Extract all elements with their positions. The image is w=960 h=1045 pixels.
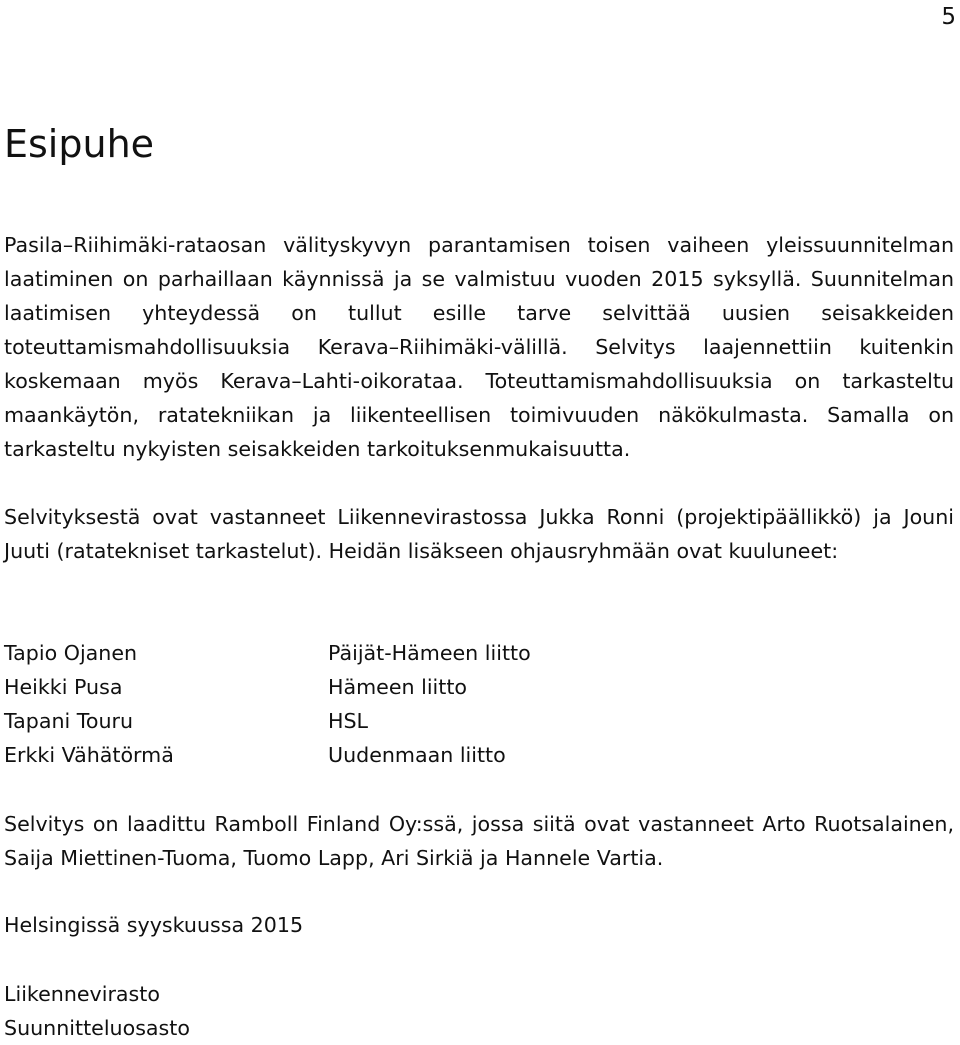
member-row xyxy=(4,704,904,738)
member-row xyxy=(4,636,904,670)
consultant-paragraph: Selvitys on laadittu Ramboll Finland Oy:ssä, jossa siitä ovat vastanneet Arto Ruotsalainen, Saija Miettinen-Tuoma, Tuomo Lapp, Ari Sirkiä ja Hannele Vartia. xyxy=(4,812,954,870)
signature-department: Suunnitteluosasto xyxy=(4,1016,190,1040)
signature-agency: Liikennevirasto xyxy=(4,982,160,1006)
member-name: Heikki Pusa xyxy=(4,675,123,699)
member-organization: Hämeen liitto xyxy=(328,675,468,699)
intro-paragraph: Pasila–Riihimäki-rataosan välityskyvyn parantamisen toisen vaiheen yleissuunnitelman laatiminen on parhaillaan käynnissä ja se valmistuu vuoden 2015 syksyllä. Suunnitelman laatimisen yhteydessä on tullut esille tarve selvittää uusien seisakkeiden toteuttamismahdollisuuksia Kerava–Riihimäki-välillä. Selvitys laajennettiin kuitenkin koskemaan myös Kerava–Lahti-oikorataa. Toteuttamismahdollisuuksia on tarkasteltu maankäytön, ratatekniikan ja liikenteellisen toimivuuden näkökulmasta. Samalla on tarkasteltu nykyisten seisakkeiden tarkoituksenmukaisuutta. xyxy=(4,233,954,461)
member-name: Tapani Touru xyxy=(4,709,134,733)
member-row xyxy=(4,738,904,772)
signature-block xyxy=(4,977,190,1045)
page-number: 5 xyxy=(941,4,956,30)
member-organization: Uudenmaan liitto xyxy=(328,743,506,767)
responsibility-paragraph: Selvityksestä ovat vastanneet Liikennevirastossa Jukka Ronni (projektipäällikkö) ja Jouni Juuti (ratatekniset tarkastelut). Heidän lisäkseen ohjausryhmään ovat kuuluneet: xyxy=(4,505,954,563)
member-name: Erkki Vähätörmä xyxy=(4,743,174,767)
member-name: Tapio Ojanen xyxy=(4,641,138,665)
page-title: Esipuhe xyxy=(4,122,155,166)
member-row xyxy=(4,670,904,704)
steering-group-list xyxy=(4,636,904,772)
member-organization: HSL xyxy=(328,709,369,733)
member-organization: Päijät-Hämeen liitto xyxy=(328,641,531,665)
date-line: Helsingissä syyskuussa 2015 xyxy=(4,913,304,937)
